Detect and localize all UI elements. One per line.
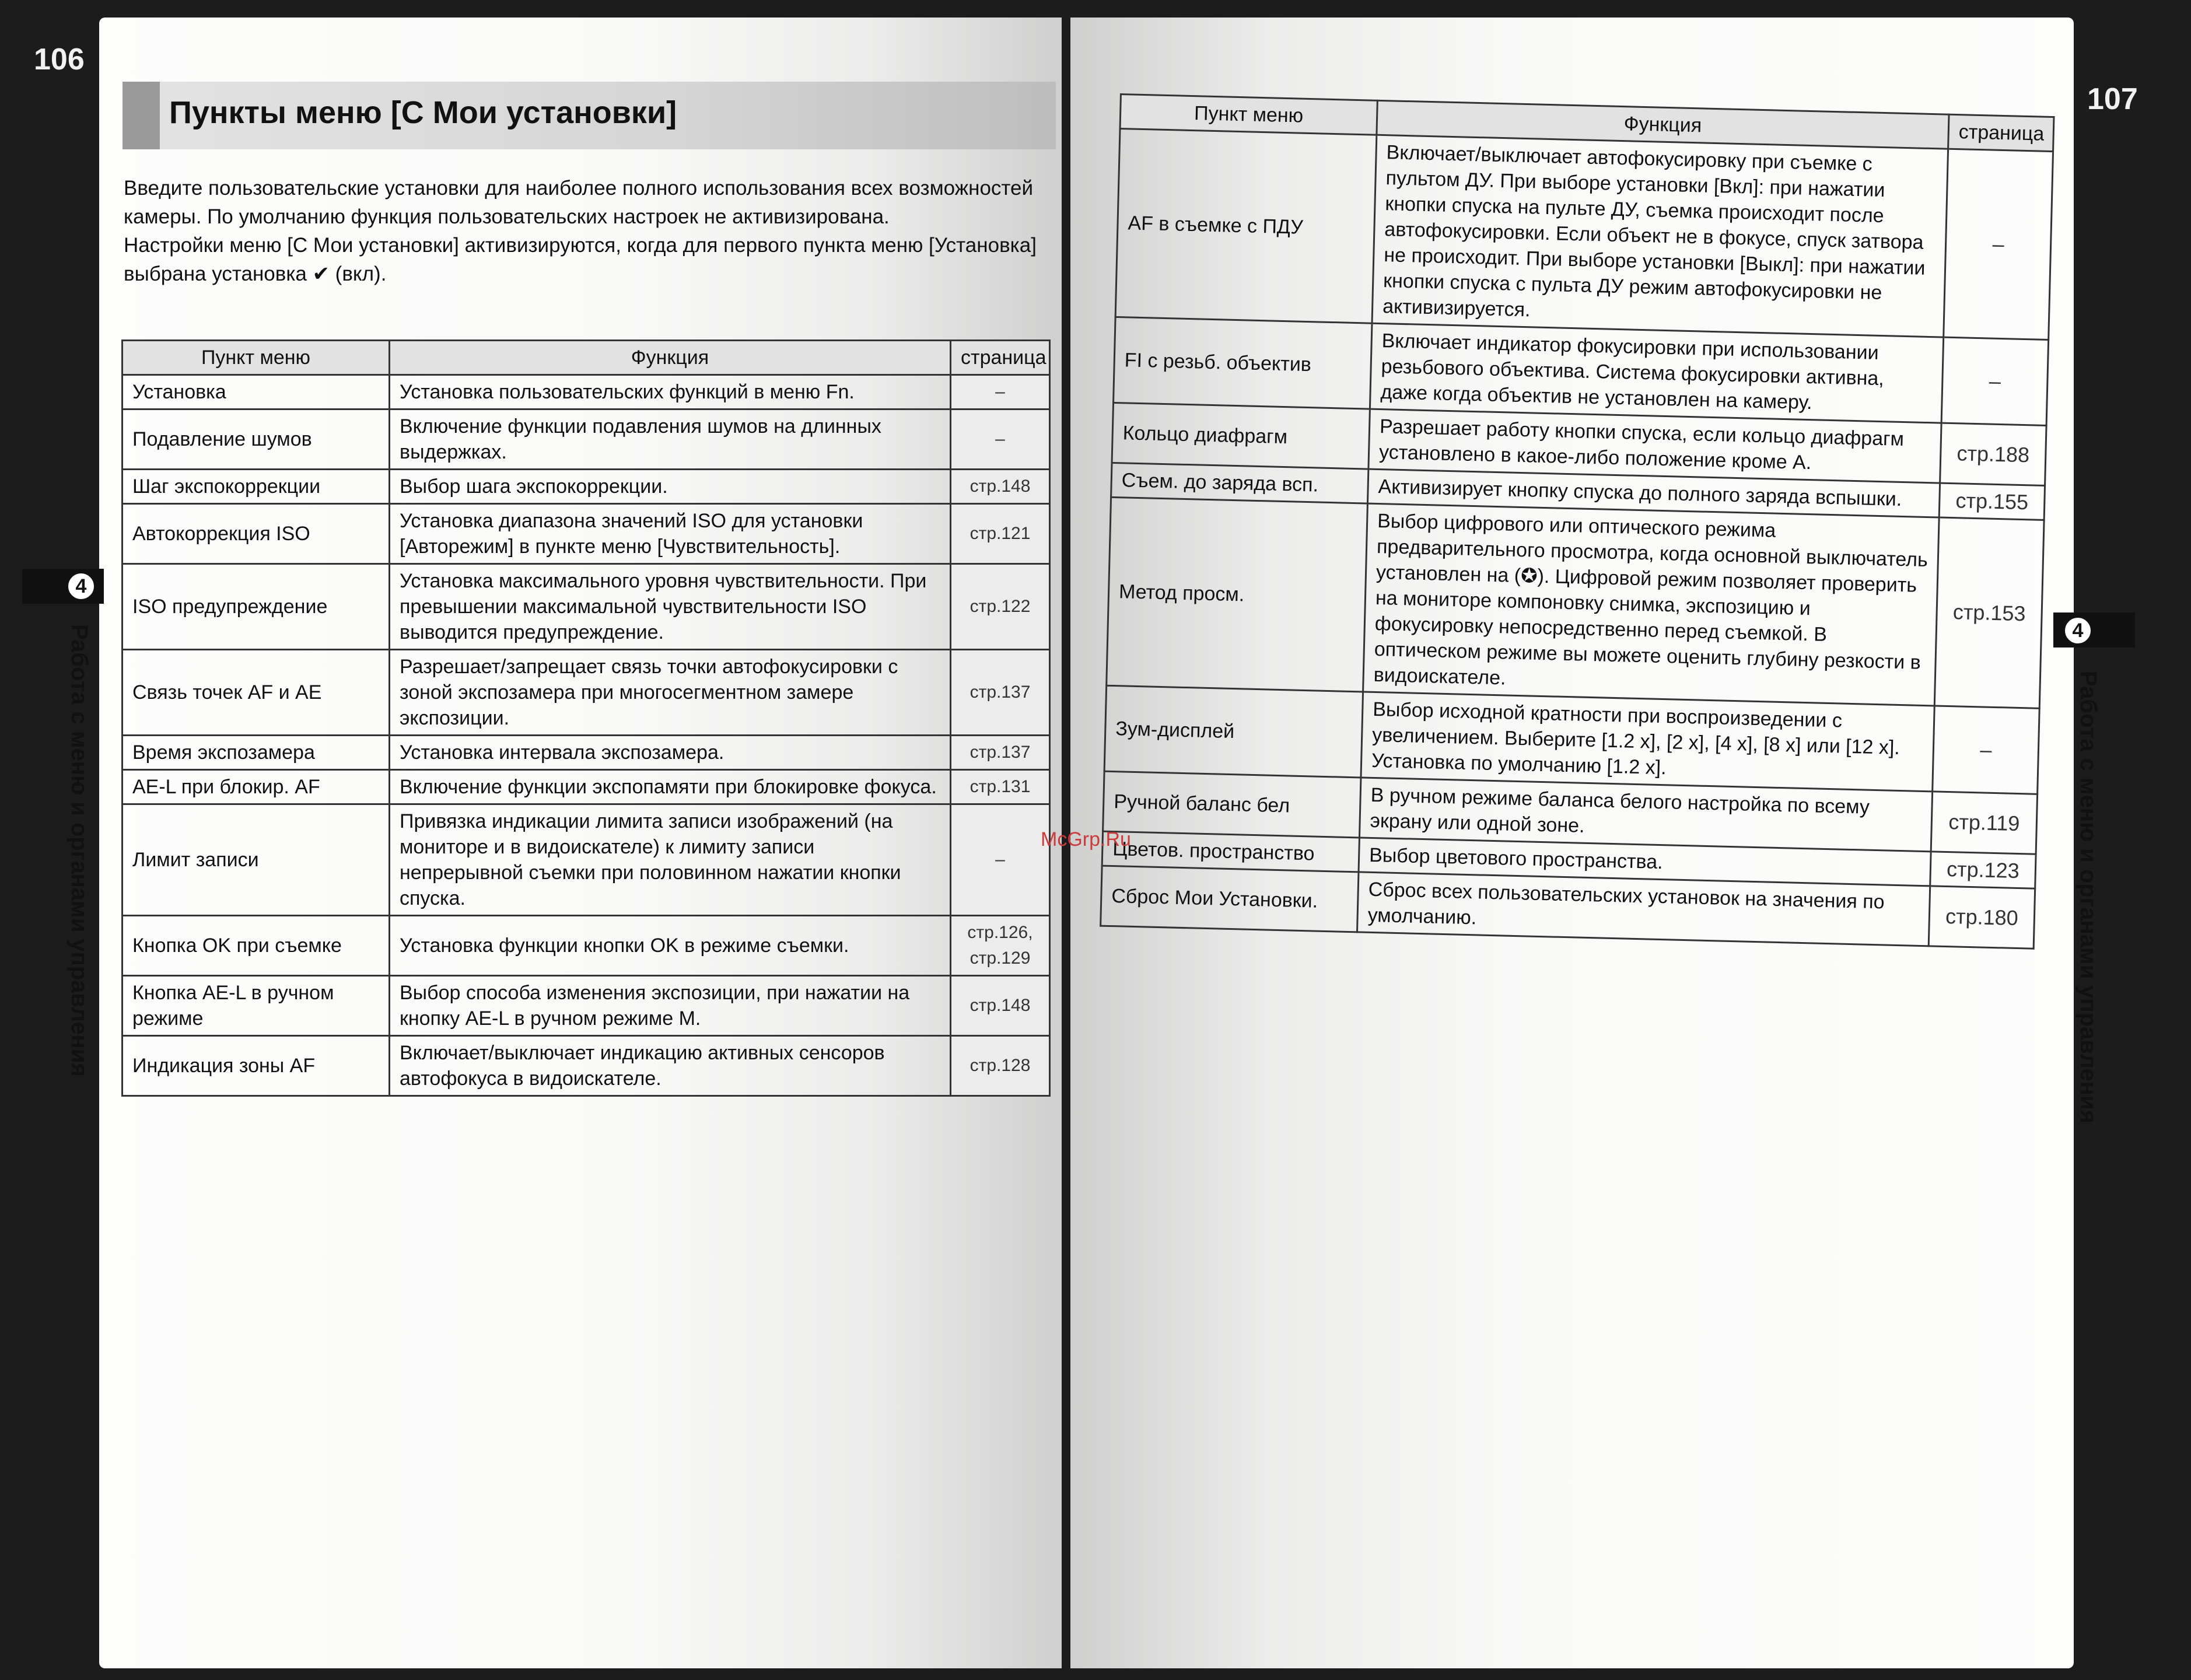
menu-item-cell: Установка	[123, 375, 390, 410]
function-cell: Установка функции кнопки OK в режиме съемки.	[390, 916, 951, 976]
table-row	[123, 564, 1050, 650]
page-number-right: 107	[2087, 82, 2138, 116]
function-cell: Разрешает работу кнопки спуска, если кольцо диафрагм установлено в какое-либо положение кроме A.	[1368, 409, 1941, 483]
function-cell: Выбор способа изменения экспозиции, при нажатии на кнопку AE-L в ручном режиме M.	[390, 976, 951, 1036]
function-cell: Выбор шага экспокоррекции.	[390, 470, 951, 504]
menu-item-cell: Цветов. пространство	[1102, 831, 1359, 872]
function-cell: Включает/выключает индикацию активных сенсоров автофокуса в видоискателе.	[390, 1036, 951, 1096]
menu-item-cell: Сброс Мои Установки.	[1101, 866, 1359, 932]
function-cell: Установка диапазона значений ISO для установки [Авторежим] в пункте меню [Чувствительность].	[390, 504, 951, 564]
page-ref-cell: стр.123	[1930, 852, 2036, 888]
page-ref-cell: стр.122	[951, 564, 1050, 650]
function-cell: Включение функции экспопамяти при блокировке фокуса.	[390, 770, 951, 804]
table-row	[123, 916, 1050, 976]
table-row	[123, 375, 1050, 410]
menu-item-cell: Лимит записи	[123, 804, 390, 916]
table-row	[123, 736, 1050, 770]
intro-paragraph-2: Настройки меню [C Мои установки] активизируются, когда для первого пункта меню [Установка] выбрана установка ✔ (вкл).	[124, 234, 1037, 285]
intro-text	[124, 174, 1040, 288]
intro-paragraph-1: Введите пользовательские установки для наиболее полного использования всех возможностей камеры. По умолчанию функция пользовательских настроек не активизирована.	[124, 177, 1034, 228]
table-header	[123, 341, 1050, 375]
title-accent	[123, 82, 160, 149]
page-ref-cell: –	[1944, 149, 2053, 340]
menu-item-cell: Зум-дисплей	[1104, 685, 1363, 778]
column-header-item: Пункт меню	[1120, 94, 1377, 135]
menu-item-cell: Ручной баланс бел	[1103, 771, 1361, 838]
menu-item-cell: Съем. до заряда всп.	[1111, 463, 1368, 503]
page-ref-cell: стр.180	[1929, 886, 2035, 949]
function-cell: Включение функции подавления шумов на длинных выдержках.	[390, 410, 951, 470]
page-ref-cell: стр.126, стр.129	[951, 916, 1050, 976]
menu-item-cell: Метод просм.	[1107, 497, 1368, 692]
menu-item-cell: ISO предупреждение	[123, 564, 390, 650]
function-cell: Привязка индикации лимита записи изображений (на мониторе и в видоискателе) к лимиту записи непрерывной съемки при половинном нажатии кнопки спуска.	[390, 804, 951, 916]
menu-item-cell: AE-L при блокир. AF	[123, 770, 390, 804]
chapter-title-left: Работа с меню и органами управления	[66, 624, 92, 1077]
table-row	[123, 770, 1050, 804]
function-cell: Установка интервала экспозамера.	[390, 736, 951, 770]
table-row	[123, 650, 1050, 736]
function-cell: Включает индикатор фокусировки при использовании резьбового объектива. Система фокусировки активна, даже когда объектив не установлен на камеру.	[1370, 323, 1943, 423]
page-ref-cell: –	[951, 804, 1050, 916]
function-cell: Сброс всех пользовательских установок на значения по умолчанию.	[1357, 872, 1930, 946]
table-row	[123, 1036, 1050, 1096]
column-header-item: Пункт меню	[123, 341, 390, 375]
function-cell: Выбор цифрового или оптического режима предварительного просмотра, когда основной выключатель установлен на (✪). Цифровой режим позволяет проверить на мониторе компоновку снимка, экспозицию и фокусировку непосредственно перед съемкой. В оптическом режиме вы можете оценить глубину резкости в видоискателе.	[1363, 503, 1940, 706]
menu-item-cell: Автокоррекция ISO	[123, 504, 390, 564]
page-number-left: 106	[34, 43, 85, 76]
page-ref-cell: –	[1933, 706, 2040, 794]
menu-item-cell: Индикация зоны AF	[123, 1036, 390, 1096]
menu-item-cell: Кольцо диафрагм	[1112, 402, 1370, 469]
page-ref-cell: –	[951, 410, 1050, 470]
page-ref-cell: стр.153	[1934, 517, 2044, 708]
column-header-function: Функция	[1377, 100, 1949, 149]
page-ref-cell: стр.148	[951, 470, 1050, 504]
page-ref-cell: стр.121	[951, 504, 1050, 564]
chapter-number-icon-left: 4	[65, 570, 97, 602]
page-title: Пункты меню [C Мои установки]	[169, 95, 677, 130]
page-ref-cell: –	[951, 375, 1050, 410]
column-header-page: страница	[1948, 114, 2054, 151]
page-ref-cell: стр.137	[951, 736, 1050, 770]
page-ref-cell: стр.128	[951, 1036, 1050, 1096]
column-header-function: Функция	[390, 341, 951, 375]
menu-item-cell: Кнопка OK при съемке	[123, 916, 390, 976]
page-ref-cell: стр.131	[951, 770, 1050, 804]
right-table-body	[1101, 129, 2053, 949]
table-row	[1115, 129, 2053, 340]
page-ref-cell: –	[1941, 337, 2049, 425]
column-header-page: страница	[951, 341, 1050, 375]
function-cell: Выбор исходной кратности при воспроизведении с увеличением. Выберите [1.2 x], [2 x], [4 x], [8 x] или [12 x]. Установка по умолчанию [1.2 x].	[1361, 692, 1934, 792]
menu-item-cell: Связь точек AF и AE	[123, 650, 390, 736]
page-ref-cell: стр.188	[1940, 423, 2046, 485]
menu-item-cell: Кнопка AE-L в ручном режиме	[123, 976, 390, 1036]
table-row	[123, 504, 1050, 564]
left-table-body	[123, 375, 1050, 1096]
chapter-number-icon-right: 4	[2062, 615, 2094, 646]
table-row	[123, 804, 1050, 916]
page-ref-cell: стр.137	[951, 650, 1050, 736]
watermark: McGrp.Ru	[1041, 828, 1131, 850]
menu-item-cell: AF в съемке с ПДУ	[1115, 129, 1377, 324]
function-cell: Активизирует кнопку спуска до полного заряда вспышки.	[1367, 469, 1940, 517]
page-ref-cell: стр.148	[951, 976, 1050, 1036]
function-cell: Разрешает/запрещает связь точки автофокусировки с зоной экспозамера при многосегментном замере экспозиции.	[390, 650, 951, 736]
table-row	[123, 976, 1050, 1036]
function-cell: Установка пользовательских функций в меню Fn.	[390, 375, 951, 410]
function-cell: Выбор цветового пространства.	[1359, 838, 1931, 886]
function-cell: Установка максимального уровня чувствительности. При превышении максимальной чувствительности ISO выводится предупреждение.	[390, 564, 951, 650]
table-row	[123, 470, 1050, 504]
menu-item-cell: Шаг экспокоррекции	[123, 470, 390, 504]
right-menu-table	[1100, 93, 2054, 950]
page-ref-cell: стр.119	[1931, 792, 2037, 854]
function-cell: В ручном режиме баланса белого настройка по всему экрану или одной зоне.	[1359, 778, 1932, 852]
page-ref-cell: стр.155	[1939, 483, 2045, 520]
menu-item-cell: Подавление шумов	[123, 410, 390, 470]
table-row	[123, 410, 1050, 470]
left-menu-table	[121, 340, 1051, 1097]
function-cell: Включает/выключает автофокусировку при съемке с пультом ДУ. При выборе установки [Вкл]: при нажатии кнопки спуска на пульте ДУ, съемка происходит после автофокусировки. Если объект не в фокусе, спуск затвора не происходит. При выборе установки [Выкл]: при нажатии кнопки спуска с пульта ДУ режим автофокусировки не активизируется.	[1372, 135, 1948, 337]
table-row	[1107, 497, 2044, 708]
menu-item-cell: FI с резьб. объектив	[1114, 317, 1372, 409]
menu-item-cell: Время экспозамера	[123, 736, 390, 770]
chapter-title-right: Работа с меню и органами управления	[2076, 671, 2101, 1124]
